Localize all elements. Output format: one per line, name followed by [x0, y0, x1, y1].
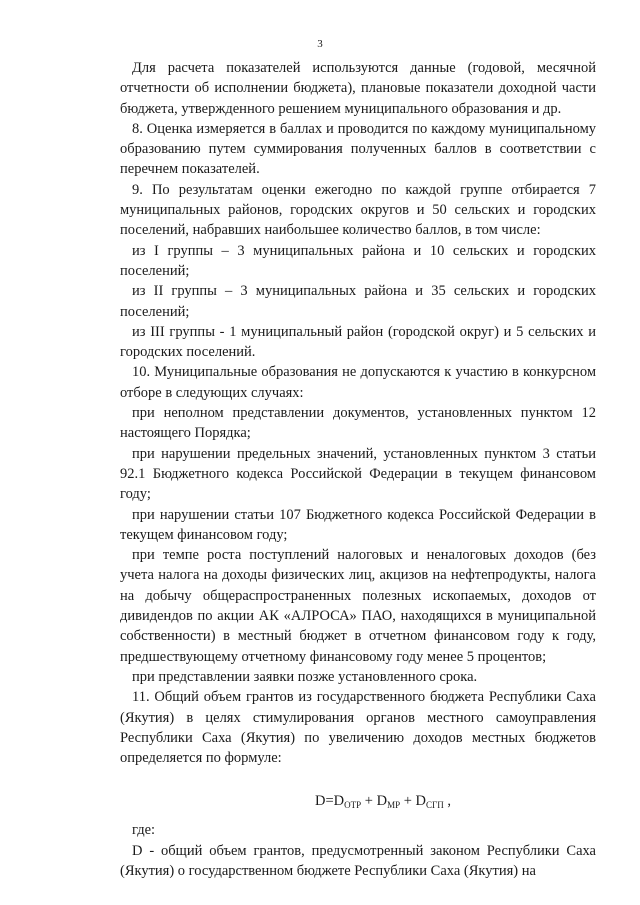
formula-sub-otr: ОТР: [344, 800, 362, 811]
where-label: где:: [132, 822, 156, 839]
document-body: [120, 58, 596, 881]
paragraph-case-documents: при неполном представлении документов, установленных пунктом 12 настоящего Порядка;: [120, 405, 596, 442]
formula-sub-sgp: СГП: [426, 800, 444, 811]
formula-plus-1: + D: [361, 793, 388, 810]
paragraph-group-2: из II группы – 3 муниципальных района и 35 сельских и городских поселений;: [120, 283, 596, 320]
paragraph-definition-d: D - общий объем грантов, предусмотренный законом Республики Саха (Якутия) о государственном бюджете Республики Саха (Якутия) на: [120, 842, 596, 879]
paragraph-item-9: 9. По результатам оценки ежегодно по каждой группе отбирается 7 муниципальных районов, городских округов и 50 сельских и городских поселений, набравших наибольшее количество баллов, в том числе:: [120, 181, 596, 239]
paragraph-case-growth-rate: при темпе роста поступлений налоговых и неналоговых доходов (без учета налога на доходы физических лиц, акцизов на нефтепродукты, налога на добычу общераспространенных полезных ископаемых, доходов от дивидендов по акции АК «АЛРОСА» ПАО, находящихся в муниципальной собственности) в местный бюджет в отчетном финансовом году к году, предшествующему отчетному финансовому году менее 5 процентов;: [120, 547, 596, 665]
page-number: 3: [317, 38, 323, 50]
formula-tail: ,: [443, 793, 451, 810]
paragraph-group-1: из I группы – 3 муниципальных района и 10 сельских и городских поселений;: [120, 242, 596, 279]
paragraph-group-3: из III группы - 1 муниципальный район (городской округ) и 5 сельских и городских поселений.: [120, 323, 596, 361]
paragraph-case-late-application: при представлении заявки позже установленного срока.: [132, 668, 478, 685]
paragraph-item-11: 11. Общий объем грантов из государственного бюджета Республики Саха (Якутия) в целях стимулирования органов местного самоуправления Республики Саха (Якутия) по увеличению доходов местных бюджетов определяется по формуле:: [120, 689, 596, 767]
paragraph-case-limits: при нарушении предельных значений, установленных пунктом 3 статьи 92.1 Бюджетного кодекса Российской Федерации в текущем финансовом году;: [120, 445, 596, 503]
formula-sub-mr: МР: [387, 800, 401, 811]
paragraph-item-8: 8. Оценка измеряется в баллах и проводится по каждому муниципальному образованию путем суммирования полученных баллов в соответствии с перечнем показателей.: [120, 120, 596, 178]
formula-lhs: D=D: [315, 793, 345, 810]
paragraph-case-article-107: при нарушении статьи 107 Бюджетного кодекса Российской Федерации в текущем финансовом году;: [120, 506, 596, 543]
paragraph-data-sources: Для расчета показателей используются данные (годовой, месячной отчетности об исполнении бюджета), плановые показатели доходной части бюджета, утвержденного решением муниципального образования и др.: [120, 60, 596, 117]
grant-formula: [120, 790, 596, 816]
formula-plus-2: + D: [400, 793, 426, 810]
paragraph-item-10: 10. Муниципальные образования не допускаются к участию в конкурсном отборе в следующих случаях:: [120, 364, 596, 401]
